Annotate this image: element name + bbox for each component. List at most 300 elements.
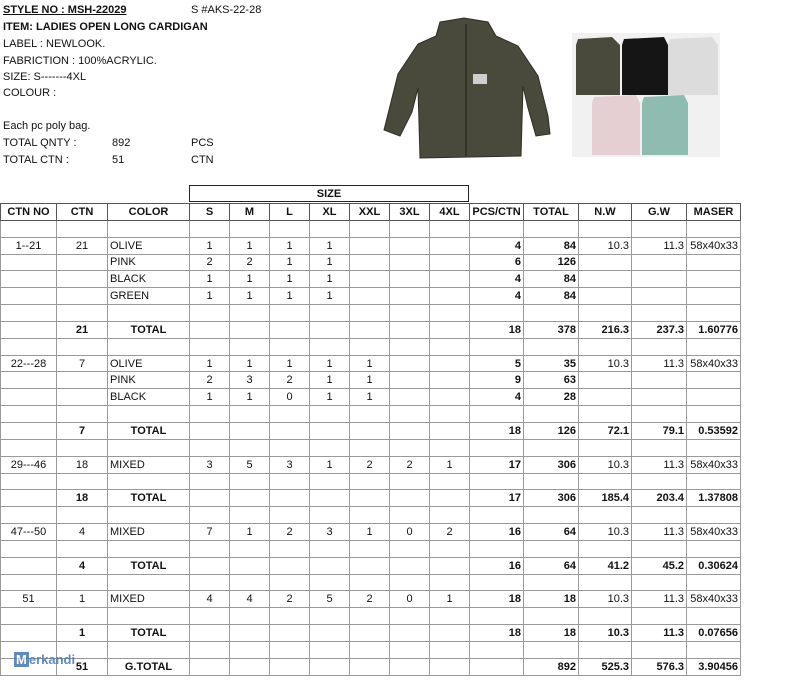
table-cell: 41.2 [579, 557, 632, 574]
column-header: COLOR [108, 204, 190, 221]
table-row [1, 254, 741, 271]
table-cell: 1 [430, 456, 470, 473]
table-cell: 35 [524, 355, 579, 372]
table-cell [430, 540, 470, 557]
table-cell: 45.2 [632, 557, 687, 574]
table-cell [687, 439, 741, 456]
table-row [1, 557, 741, 574]
table-cell [1, 574, 57, 591]
table-cell [108, 338, 190, 355]
table-cell: 51 [1, 591, 57, 608]
table-cell [350, 490, 390, 507]
table-row [1, 288, 741, 305]
table-cell [430, 372, 470, 389]
table-cell [190, 305, 230, 322]
table-row [1, 490, 741, 507]
table-cell [1, 288, 57, 305]
color-variants-photo [572, 33, 720, 157]
table-cell: 4 [470, 288, 524, 305]
table-cell: MIXED [108, 456, 190, 473]
table-cell: 28 [524, 389, 579, 406]
table-cell: TOTAL [108, 625, 190, 642]
table-cell [687, 338, 741, 355]
table-cell: G.TOTAL [108, 658, 190, 675]
table-cell [632, 406, 687, 423]
table-cell [390, 355, 430, 372]
table-cell [632, 507, 687, 524]
table-cell [470, 540, 524, 557]
table-cell [350, 406, 390, 423]
table-cell [430, 625, 470, 642]
table-cell: 11.3 [632, 591, 687, 608]
table-cell: GREEN [108, 288, 190, 305]
table-cell: 4 [470, 389, 524, 406]
table-row [1, 406, 741, 423]
table-cell [190, 338, 230, 355]
table-cell [310, 338, 350, 355]
table-cell [687, 641, 741, 658]
table-row [1, 641, 741, 658]
table-cell [524, 338, 579, 355]
table-cell [270, 321, 310, 338]
table-cell: 64 [524, 524, 579, 541]
table-cell [1, 254, 57, 271]
table-row [1, 220, 741, 237]
table-cell: 2 [390, 456, 430, 473]
table-cell [470, 641, 524, 658]
table-cell: OLIVE [108, 355, 190, 372]
table-cell: 2 [230, 254, 270, 271]
table-cell: 1 [270, 237, 310, 254]
table-cell [687, 288, 741, 305]
table-cell [524, 574, 579, 591]
table-cell [524, 507, 579, 524]
table-cell [1, 557, 57, 574]
table-cell: 16 [470, 557, 524, 574]
table-cell [270, 641, 310, 658]
table-row [1, 658, 741, 675]
table-cell: 3 [270, 456, 310, 473]
table-cell: 58x40x33 [687, 524, 741, 541]
pink-variant-swatch [592, 95, 640, 155]
column-header: S [190, 204, 230, 221]
table-cell: 18 [524, 625, 579, 642]
table-cell [687, 406, 741, 423]
table-row [1, 591, 741, 608]
table-cell: 58x40x33 [687, 591, 741, 608]
table-row [1, 574, 741, 591]
table-cell [430, 641, 470, 658]
table-cell [430, 658, 470, 675]
table-row [1, 608, 741, 625]
table-cell [390, 254, 430, 271]
table-cell [350, 305, 390, 322]
table-cell [350, 507, 390, 524]
table-cell: 63 [524, 372, 579, 389]
table-cell: 1 [57, 625, 108, 642]
table-cell [390, 271, 430, 288]
table-row [1, 439, 741, 456]
table-cell [470, 439, 524, 456]
table-row [1, 625, 741, 642]
table-cell [1, 608, 57, 625]
table-cell [470, 220, 524, 237]
table-cell [687, 220, 741, 237]
total-qnty-value: 892 [112, 137, 131, 149]
table-cell [524, 540, 579, 557]
table-cell [310, 439, 350, 456]
table-cell [687, 574, 741, 591]
table-cell: 2 [190, 254, 230, 271]
table-cell [430, 305, 470, 322]
table-row [1, 355, 741, 372]
table-cell: 126 [524, 254, 579, 271]
table-cell [430, 574, 470, 591]
table-cell [1, 305, 57, 322]
table-cell [687, 608, 741, 625]
table-cell [310, 406, 350, 423]
table-cell [190, 625, 230, 642]
table-cell: 64 [524, 557, 579, 574]
table-cell [230, 321, 270, 338]
table-cell [430, 254, 470, 271]
table-cell [57, 220, 108, 237]
table-cell [57, 254, 108, 271]
table-cell [270, 574, 310, 591]
table-cell [57, 574, 108, 591]
table-cell [430, 608, 470, 625]
column-header: CTN [57, 204, 108, 221]
table-cell [390, 540, 430, 557]
table-cell: 0 [390, 524, 430, 541]
table-cell [579, 574, 632, 591]
table-cell [632, 540, 687, 557]
table-cell [390, 574, 430, 591]
table-cell [270, 473, 310, 490]
table-cell: BLACK [108, 271, 190, 288]
table-cell [430, 422, 470, 439]
table-row [1, 338, 741, 355]
table-cell: 17 [470, 490, 524, 507]
table-cell [390, 557, 430, 574]
table-cell: 18 [470, 591, 524, 608]
table-cell: 21 [57, 321, 108, 338]
table-cell [579, 439, 632, 456]
table-cell [430, 321, 470, 338]
table-cell: 18 [470, 321, 524, 338]
table-cell [430, 220, 470, 237]
table-cell [1, 271, 57, 288]
table-cell [687, 473, 741, 490]
table-cell [524, 305, 579, 322]
table-cell: 525.3 [579, 658, 632, 675]
table-row [1, 389, 741, 406]
table-cell [310, 220, 350, 237]
table-cell [524, 473, 579, 490]
table-cell [190, 439, 230, 456]
table-row [1, 271, 741, 288]
table-cell [230, 305, 270, 322]
table-cell: 892 [524, 658, 579, 675]
table-cell: 3.90456 [687, 658, 741, 675]
table-cell [350, 540, 390, 557]
table-cell [270, 608, 310, 625]
table-cell: 1 [190, 389, 230, 406]
table-cell [687, 305, 741, 322]
table-cell: TOTAL [108, 321, 190, 338]
table-cell [632, 473, 687, 490]
table-cell [190, 220, 230, 237]
table-cell [270, 540, 310, 557]
total-ctn-unit: CTN [191, 154, 214, 166]
table-cell: 18 [470, 422, 524, 439]
table-cell: 1 [350, 355, 390, 372]
table-cell [230, 658, 270, 675]
table-cell [310, 641, 350, 658]
table-cell [350, 439, 390, 456]
table-cell [579, 305, 632, 322]
table-cell: 1 [310, 355, 350, 372]
table-cell: 1 [310, 389, 350, 406]
table-cell: 1 [350, 389, 390, 406]
table-cell: 1 [190, 237, 230, 254]
table-cell: 1 [350, 372, 390, 389]
table-cell: 4 [470, 271, 524, 288]
table-cell [57, 338, 108, 355]
table-row [1, 456, 741, 473]
table-cell [470, 507, 524, 524]
table-cell [310, 422, 350, 439]
table-cell: OLIVE [108, 237, 190, 254]
table-cell: 58x40x33 [687, 456, 741, 473]
table-cell [632, 439, 687, 456]
table-row [1, 237, 741, 254]
table-cell: 237.3 [632, 321, 687, 338]
table-cell [270, 507, 310, 524]
table-cell [190, 557, 230, 574]
cardigan-main-photo [378, 16, 553, 162]
table-cell [108, 574, 190, 591]
table-cell [350, 557, 390, 574]
table-cell [390, 473, 430, 490]
grey-variant-swatch [668, 37, 718, 95]
table-cell [524, 608, 579, 625]
table-cell: 7 [57, 422, 108, 439]
table-cell: 1 [310, 271, 350, 288]
table-cell [430, 288, 470, 305]
table-cell: 0.53592 [687, 422, 741, 439]
table-cell [350, 574, 390, 591]
table-cell [390, 439, 430, 456]
table-row [1, 305, 741, 322]
table-cell [579, 372, 632, 389]
table-cell: 306 [524, 490, 579, 507]
table-cell: TOTAL [108, 490, 190, 507]
table-cell [1, 406, 57, 423]
table-cell: 216.3 [579, 321, 632, 338]
table-cell [190, 540, 230, 557]
total-qnty-unit: PCS [191, 137, 214, 149]
table-cell [579, 473, 632, 490]
table-cell: 2 [430, 524, 470, 541]
table-cell [57, 305, 108, 322]
table-cell [350, 288, 390, 305]
table-cell [230, 608, 270, 625]
table-cell: 2 [270, 591, 310, 608]
table-cell [350, 473, 390, 490]
table-cell: 84 [524, 288, 579, 305]
table-cell [57, 473, 108, 490]
column-header: L [270, 204, 310, 221]
table-cell [430, 271, 470, 288]
table-cell: 1 [270, 254, 310, 271]
table-cell: 1 [230, 237, 270, 254]
total-ctn-label: TOTAL CTN : [3, 154, 69, 166]
style-number: STYLE NO : MSH-22029 [3, 4, 127, 16]
table-cell [579, 220, 632, 237]
table-cell [687, 254, 741, 271]
table-cell [57, 540, 108, 557]
table-cell [390, 338, 430, 355]
table-cell: PINK [108, 372, 190, 389]
size-line: SIZE: S-------4XL [3, 71, 87, 83]
table-cell: 0 [270, 389, 310, 406]
table-cell: MIXED [108, 524, 190, 541]
table-cell [632, 389, 687, 406]
table-cell: 6 [470, 254, 524, 271]
table-cell [524, 220, 579, 237]
table-cell [108, 305, 190, 322]
table-cell [1, 338, 57, 355]
table-cell [57, 608, 108, 625]
table-cell [1, 625, 57, 642]
table-cell: 79.1 [632, 422, 687, 439]
size-group-header: SIZE [189, 185, 469, 202]
table-cell [1, 422, 57, 439]
table-cell [230, 406, 270, 423]
table-cell [230, 574, 270, 591]
table-cell: 11.3 [632, 456, 687, 473]
table-cell: 1 [57, 591, 108, 608]
table-cell: 3 [230, 372, 270, 389]
table-cell [1, 490, 57, 507]
table-cell: 1 [310, 254, 350, 271]
table-cell [230, 507, 270, 524]
table-cell [632, 305, 687, 322]
table-cell [190, 473, 230, 490]
table-cell: 4 [190, 591, 230, 608]
table-row [1, 507, 741, 524]
table-cell [310, 658, 350, 675]
table-cell [350, 338, 390, 355]
table-cell [390, 507, 430, 524]
table-cell: 1 [310, 237, 350, 254]
table-cell [390, 220, 430, 237]
table-cell: MIXED [108, 591, 190, 608]
table-cell [632, 254, 687, 271]
table-row [1, 372, 741, 389]
table-cell [57, 372, 108, 389]
table-cell [310, 608, 350, 625]
table-cell: 7 [57, 355, 108, 372]
table-cell: 1 [310, 288, 350, 305]
table-cell [350, 658, 390, 675]
table-cell: 1 [230, 524, 270, 541]
table-cell [1, 321, 57, 338]
column-header: N.W [579, 204, 632, 221]
table-cell [470, 473, 524, 490]
table-cell: 1 [230, 355, 270, 372]
table-cell [390, 288, 430, 305]
table-row [1, 473, 741, 490]
table-cell: 1 [350, 524, 390, 541]
table-cell: 58x40x33 [687, 237, 741, 254]
table-cell [230, 220, 270, 237]
table-cell [57, 389, 108, 406]
table-cell [430, 389, 470, 406]
table-cell: 3 [310, 524, 350, 541]
table-cell [632, 220, 687, 237]
table-cell [270, 338, 310, 355]
table-cell [524, 641, 579, 658]
table-cell: 22---28 [1, 355, 57, 372]
table-cell [350, 641, 390, 658]
table-cell: 47---50 [1, 524, 57, 541]
table-cell [430, 338, 470, 355]
table-cell [310, 305, 350, 322]
table-cell [310, 490, 350, 507]
table-cell [579, 254, 632, 271]
table-cell [108, 608, 190, 625]
table-cell [390, 625, 430, 642]
table-cell: 21 [57, 237, 108, 254]
table-cell: 1 [230, 271, 270, 288]
table-row [1, 321, 741, 338]
table-cell [430, 557, 470, 574]
column-header: XL [310, 204, 350, 221]
table-cell [430, 406, 470, 423]
table-cell: 1 [270, 271, 310, 288]
colour-line: COLOUR : [3, 87, 57, 99]
table-cell: 1 [270, 288, 310, 305]
table-row [1, 540, 741, 557]
table-cell [230, 473, 270, 490]
table-cell [270, 658, 310, 675]
table-cell [390, 422, 430, 439]
table-cell: 2 [270, 372, 310, 389]
black-variant-swatch [622, 37, 668, 95]
table-cell: 84 [524, 271, 579, 288]
table-cell [350, 237, 390, 254]
table-cell [108, 406, 190, 423]
table-cell: TOTAL [108, 422, 190, 439]
table-cell: 4 [230, 591, 270, 608]
table-cell [230, 540, 270, 557]
table-cell: 72.1 [579, 422, 632, 439]
table-cell: 1 [270, 355, 310, 372]
table-cell [310, 473, 350, 490]
table-cell [270, 422, 310, 439]
table-cell: 51 [57, 658, 108, 675]
table-cell [190, 321, 230, 338]
table-cell: 2 [350, 456, 390, 473]
table-cell [108, 473, 190, 490]
column-header: PCS/CTN [470, 204, 524, 221]
table-cell [390, 641, 430, 658]
table-cell: 306 [524, 456, 579, 473]
table-cell [230, 625, 270, 642]
column-header: 4XL [430, 204, 470, 221]
